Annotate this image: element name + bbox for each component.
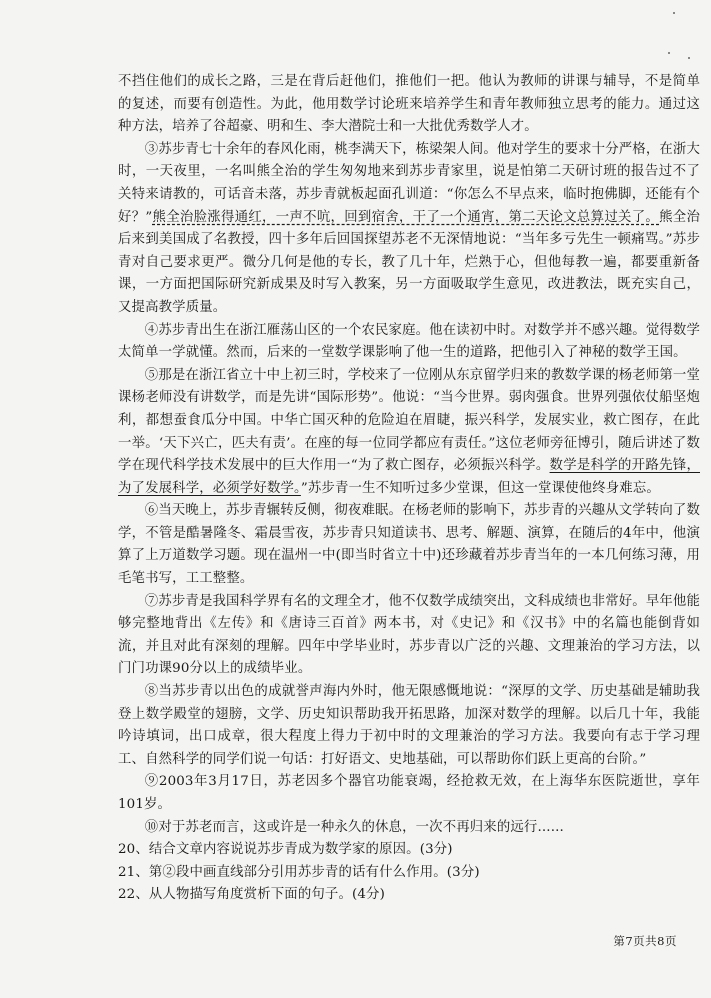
paragraph-9: ⑨2003年3月17日，苏老因多个器官功能衰竭，经抢救无效，在上海华东医院逝世，享年101岁。 bbox=[118, 774, 700, 812]
paragraph-4: ④苏步青出生在浙江雁荡山区的一个农民家庭。他在读初中时。对数学并不感兴趣。觉得数学太简单一学就懂。然而，后来的一堂数学课影响了他一生的道路，把他引入了神秘的数学王国。 bbox=[118, 322, 700, 361]
scan-speck bbox=[668, 52, 670, 54]
paragraph-3-text-b: 熊全治后来到美国成了名教授，四十多年后回国探望苏老不无深情地说：“当年多亏先生一顿痛骂。”苏步青对自己要求更严。微分几何是他的专长，教了几十年，烂熟于心，但他每教一遍，都要重新备课，一方面把国际研究新成果及时写入教案，另一方面吸取学生意见，改进教法，既充实自己，又提高教学质量。 bbox=[118, 209, 700, 315]
paragraph-3-underlined-sentence: 熊全治脸涨得通红，一声不吭，回到宿舍，干了一个通宵，第二天论文总算过关了。 bbox=[152, 209, 660, 225]
paragraph-5-underlined-sentence: 数学是科学的开路先锋，为了发展科学，必须学好数学。 bbox=[118, 458, 700, 496]
paragraph-2-tail: 不挡住他们的成长之路，三是在背后赶他们，推他们一把。他认为教师的讲课与辅导，不是简单的复述，而要有创造性。为此，他用数学讨论班来培养学生和青年教师独立思考的能力。通过这种方法，培养了谷超豪、明和生、李大潜院士和一大批优秀数学人才。 bbox=[118, 74, 700, 135]
paragraph-10: ⑩对于苏老而言，这或许是一种永久的休息，一次不再归来的远行...... bbox=[144, 819, 564, 835]
page-number: 第7页共8页 bbox=[613, 934, 677, 948]
scan-speck bbox=[673, 12, 675, 14]
paragraph-3 bbox=[118, 139, 700, 320]
paragraph-5-text-b: ”苏步青一生不知听过多少堂课，但这一堂课使他终身难忘。 bbox=[300, 480, 660, 496]
paragraph-3-text-a: ③苏步青七十余年的春风化雨，桃李满天下，栋梁架人间。他对学生的要求十分严格，在浙大时，一天夜里，一名叫熊全治的学生匆匆地来到苏步青家里，说是怕第二天研讨班的报告过不了关特来请教的，可话音未落，苏步青就板起面孔训道：“你怎么不早点来，临时抱佛脚，还能有个好？” bbox=[118, 141, 700, 225]
scan-speck bbox=[688, 57, 690, 59]
passage-body bbox=[118, 71, 700, 907]
paragraph-7: ⑦苏步青是我国科学界有名的文理全才，他不仅数学成绩突出，文科成绩也非常好。早年他能够完整地背出《左传》和《唐诗三百首》两本书，对《史记》和《汉书》中的名篇也能倒背如流，并且对此有深刻的理解。四年中学毕业时，苏步青以广泛的兴趣、文理兼治的学习方法，以门门功课90分以上的成绩毕业。 bbox=[118, 593, 700, 677]
paragraph-5-text-a: ⑤那是在浙江省立十中上初三时，学校来了一位刚从东京留学归来的教数学课的杨老师第一堂课杨老师没有讲数学，而是先讲“国际形势”。他说：“当今世界。弱肉强食。世界列强依仗船坚炮利，都想蚕食瓜分中国。中华亡国灭种的危险迫在眉睫，振兴科学，发展实业，救亡图存，在此一举。‘天下兴亡，匹夫有责’。在座的每一位同学都应有责任。”这位老师旁征博引，随后讲述了数学在现代科学技术发展中的巨大作用一“为了救亡图存，必须振兴科学。 bbox=[118, 367, 700, 474]
question-20: 20、结合文章内容说说苏步青成为数学家的原因。(3分) bbox=[118, 842, 453, 858]
question-21: 21、第②段中画直线部分引用苏步青的话有什么作用。(3分) bbox=[118, 864, 480, 880]
paragraph-5 bbox=[118, 365, 700, 501]
paragraph-6: ⑥当天晚上，苏步青辗转反侧，彻夜难眠。在杨老师的影响下，苏步青的兴趣从文学转向了数学，不管是酷暑隆冬、霜晨雪夜，苏步青只知道读书、思考、解题、演算，在随后的4年中，他演算了上万道数学习题。现在温州一中(即当时省立十中)还珍藏着苏步青当年的一本几何练习薄，用毛笔书写，工工整整。 bbox=[118, 503, 700, 587]
paragraph-8: ⑧当苏步青以出色的成就誉声海内外时，他无限感慨地说：“深厚的文学、历史基础是辅助我登上数学殿堂的翅膀，文学、历史知识帮助我开拓思路，加深对数学的理解。以后几十年，我能吟诗填词，出口成章，很大程度上得力于初中时的文理兼治的学习方法。我要向有志于学习理工、自然科学的同学们说一句话：打好语文、史地基础，可以帮助你们跃上更高的台阶。” bbox=[118, 684, 700, 767]
question-22: 22、从人物描写角度赏析下面的句子。(4分) bbox=[118, 887, 385, 903]
